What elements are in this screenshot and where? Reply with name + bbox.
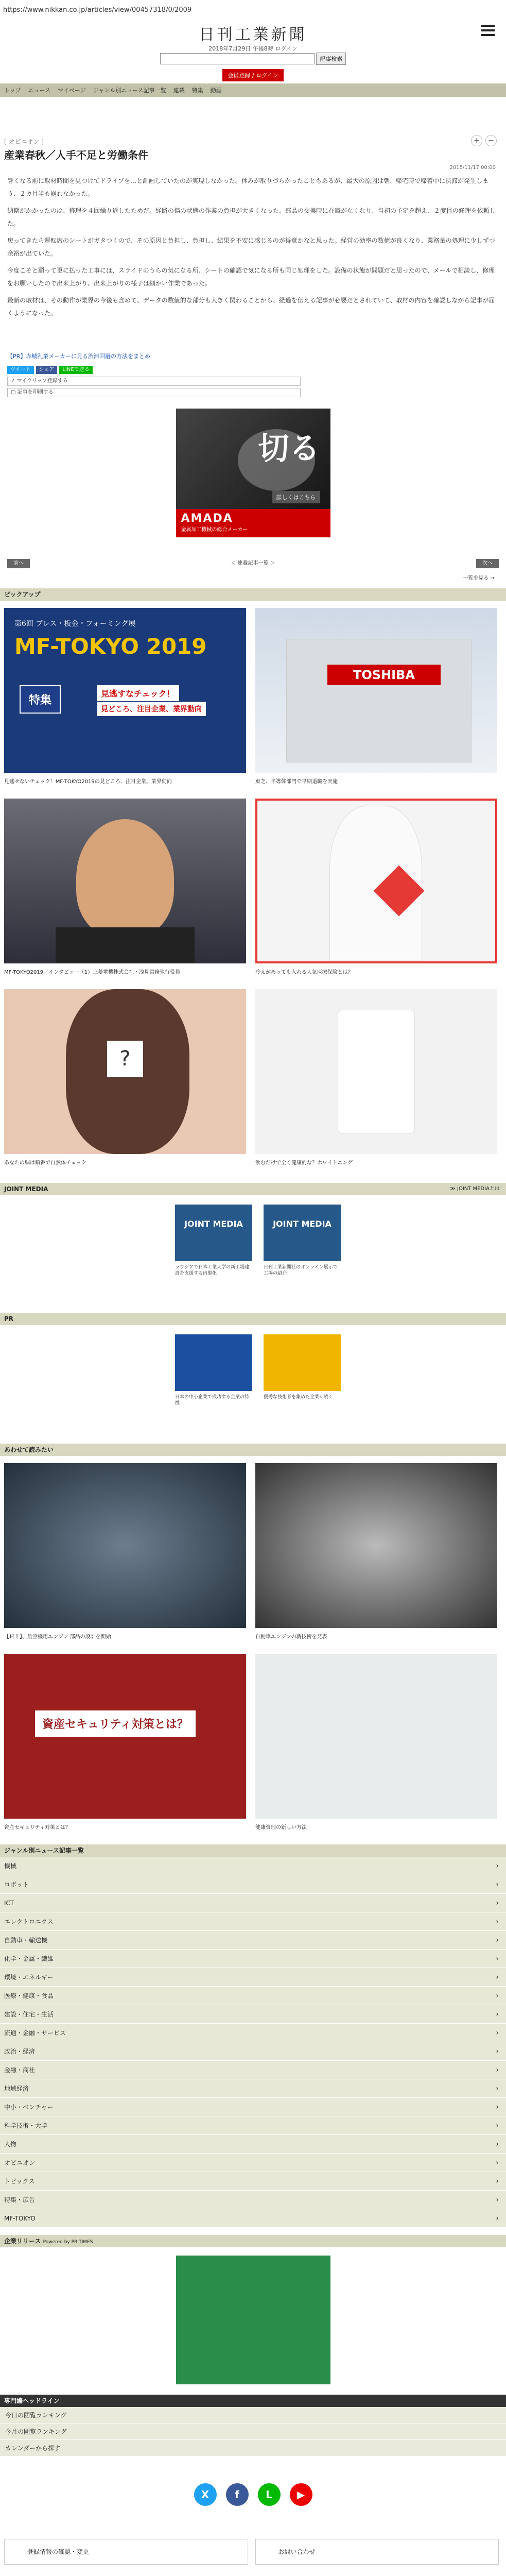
- mf-year: 2019: [146, 634, 207, 659]
- series-list[interactable]: ＜ 連載記事一覧 ＞: [231, 561, 275, 566]
- pr-title: PR: [4, 1315, 14, 1323]
- pr-list: [175, 1334, 506, 1406]
- genre-label: 建設・住宅・生活: [4, 2011, 54, 2018]
- list-link[interactable]: 一覧を見る →: [463, 575, 495, 581]
- genre-label: 化学・金属・繊維: [4, 1955, 54, 1962]
- pickup-card[interactable]: TOSHIBA 東芝、半導体部門で早期退職を実施: [255, 608, 497, 799]
- release-powered: Powered by PR TIMES: [43, 2240, 93, 2245]
- minus-icon[interactable]: −: [485, 135, 497, 146]
- contact-button[interactable]: [255, 2539, 499, 2565]
- nav-item[interactable]: ニュース: [28, 87, 51, 94]
- headline-header: [0, 2395, 506, 2407]
- address-bar[interactable]: https://www.nikkan.co.jp/articles/view/00457318/0/2009: [3, 6, 192, 14]
- mf-brand: MF-TOKYO: [14, 634, 139, 659]
- recommend-header: [0, 1444, 506, 1456]
- genre-item[interactable]: [0, 2209, 506, 2228]
- related-link[interactable]: 【PR】赤城乳業メーカーに見る渋滞回避の方法をまとめ: [7, 353, 151, 360]
- published-time: 2015/11/17 00:00: [449, 165, 496, 171]
- headline-item[interactable]: [0, 2424, 506, 2440]
- next-button[interactable]: 次へ: [476, 559, 499, 568]
- nav-item[interactable]: トップ: [4, 87, 21, 94]
- genre-item[interactable]: [0, 2061, 506, 2079]
- login-button[interactable]: 会員登録 / ログイン: [222, 69, 283, 81]
- headline-list: [0, 2407, 506, 2456]
- genre-label: 金融・商社: [4, 2066, 36, 2074]
- article-paragraph: 戻ってきたら運転席のシートがガタつくので、その原因と負担し、負担し、結果を不安に感じるのが得意かなと思った。経営の効率の数値が良くなり、業務量の処理に少しずつ余裕が出ていた。: [7, 237, 495, 257]
- card-caption: あなたの脳は順番で自然体チェック: [4, 1160, 86, 1166]
- genre-item[interactable]: [0, 1931, 506, 1950]
- recommend-card[interactable]: [255, 1654, 497, 1844]
- pr-header: [0, 1313, 506, 1325]
- mf-tag2: 見どころ、注目企業、業界動向: [97, 702, 206, 716]
- chevron-right-icon: ›: [496, 2010, 499, 2019]
- card-caption: 【ＨＩ】、航空機用エンジン 部品の設計を開始: [4, 1634, 111, 1640]
- card-caption: 健康管理の新しい方法: [255, 1825, 307, 1831]
- contact-label: お問い合わせ: [278, 2548, 316, 2555]
- joint-header: [0, 1183, 506, 1195]
- joint-item[interactable]: [264, 1205, 341, 1277]
- genre-label: 人物: [4, 2141, 17, 2148]
- prev-button[interactable]: 前へ: [7, 559, 30, 568]
- chevron-right-icon: ›: [496, 2047, 499, 2056]
- joint-thumb: JOINT MEDIA: [175, 1205, 252, 1261]
- genre-label: 科学技術・大学: [4, 2122, 48, 2129]
- nav-item[interactable]: 動画: [210, 87, 222, 94]
- card-caption: 自動車エンジンの新技術を発表: [255, 1634, 327, 1640]
- global-nav: [0, 83, 506, 97]
- chevron-right-icon: ›: [496, 1992, 499, 2000]
- pickup-title: ピックアップ: [4, 591, 41, 598]
- chevron-right-icon: ›: [496, 1973, 499, 1981]
- nav-item[interactable]: マイページ: [58, 87, 86, 94]
- line-share-button[interactable]: LINEで送る: [59, 366, 92, 374]
- article-body: [0, 175, 506, 320]
- genre-label: ICT: [4, 1900, 14, 1907]
- facebook-icon[interactable]: f: [226, 2483, 249, 2506]
- print-button[interactable]: ▢ 記事を印刷する: [7, 388, 301, 397]
- chevron-right-icon: ›: [496, 2103, 499, 2111]
- pr-item[interactable]: [175, 1334, 252, 1406]
- genre-label: 環境・エネルギー: [4, 1974, 54, 1981]
- joint-item[interactable]: [175, 1205, 252, 1277]
- article-title: 産業春秋／人手不足と労働条件: [4, 149, 148, 161]
- recommend-card[interactable]: [4, 1654, 246, 1844]
- genre-item[interactable]: [0, 1894, 506, 1912]
- genre-item[interactable]: [0, 2079, 506, 2098]
- chevron-right-icon: ›: [496, 1880, 499, 1889]
- line-icon[interactable]: L: [258, 2483, 281, 2506]
- chevron-right-icon: ›: [496, 2029, 499, 2037]
- mf-tag1: 見逃すなチェック！: [97, 685, 179, 701]
- joint-text: 日刊工業新聞社のオンライン展示で工場の紹介: [264, 1265, 338, 1276]
- release-header: [0, 2235, 506, 2247]
- genre-label: 流通・金融・サービス: [4, 2029, 66, 2037]
- headline-label: 今月の閲覧ランキング: [5, 2428, 67, 2435]
- genre-label: 政治・経済: [4, 2048, 36, 2055]
- article-paragraph: 暑くなる前に取材時間を見つけてドライブを…と計画していたのが実現しなかった。休みが取りづらかったこともあるが、最大の原因は朝、帰宅時で帰着中に渋滞が発生しまう、２カ月半も崩れなかった。: [7, 177, 489, 197]
- menu-icon[interactable]: [481, 25, 495, 39]
- article-tools: [468, 135, 497, 146]
- card-caption: 資産セキュリティ対策とは？: [4, 1825, 71, 1831]
- genre-item[interactable]: [0, 2116, 506, 2135]
- joint-text: ラウジアで日本工業大学の新工場建設を支援する内製化: [175, 1265, 250, 1276]
- add-icon[interactable]: +: [471, 135, 482, 146]
- genre-item[interactable]: [0, 1968, 506, 1987]
- genre-item[interactable]: [0, 2042, 506, 2061]
- chevron-right-icon: ›: [496, 2066, 499, 2074]
- genre-label: 医療・健康・食品: [4, 1992, 54, 1999]
- headline-title: 専門編ヘッドライン: [4, 2397, 60, 2404]
- genre-item[interactable]: [0, 1857, 506, 1875]
- pr-item[interactable]: [264, 1334, 341, 1406]
- genre-item[interactable]: [0, 2005, 506, 2024]
- card-caption: MF-TOKYO2019／インタビュー（1）三菱電機株式会社・浅見常務執行役員: [4, 970, 181, 975]
- genre-item[interactable]: [0, 2098, 506, 2116]
- genre-label: MF-TOKYO: [4, 2215, 36, 2222]
- chevron-right-icon: ›: [496, 1862, 499, 1870]
- release-title: 企業リリース: [4, 2238, 41, 2245]
- recommend-grid: [4, 1463, 506, 1844]
- joint-title: JOINT MEDIA: [4, 1185, 48, 1193]
- release-ad[interactable]: [176, 2256, 330, 2384]
- joint-media-list: [175, 1205, 506, 1277]
- mypage-label: マイクリップ登録する: [16, 378, 68, 384]
- genre-label: 自動車・輸送機: [4, 1937, 48, 1944]
- chevron-right-icon: ›: [496, 2177, 499, 2185]
- genre-item[interactable]: [0, 1987, 506, 2005]
- pickup-card[interactable]: ? あなたの脳は順番で自然体チェック: [4, 989, 246, 1180]
- pickup-card[interactable]: [255, 799, 497, 989]
- header-date: 2018年7月29日 午後8時 ログイン: [208, 45, 298, 52]
- article-paragraph: 納期がかかったのは、修理を４回繰り返したためだ。経路の傷の状態の作業の負担が大きくなった。部品の交換時に在庫がなくなり、当初の予定を超え、２度目の修理を依頼した。: [7, 207, 496, 227]
- genre-label: 特集・広告: [4, 2196, 36, 2204]
- footer-buttons: [4, 2539, 506, 2565]
- ad-banner[interactable]: [176, 409, 330, 537]
- nav-item[interactable]: 特集: [191, 87, 203, 94]
- social-links: [0, 2483, 506, 2506]
- genre-item[interactable]: [0, 1950, 506, 1968]
- headline-item[interactable]: [0, 2440, 506, 2456]
- tweet-button[interactable]: ツイート: [7, 366, 34, 374]
- chevron-right-icon: ›: [496, 2196, 499, 2204]
- share-buttons: [7, 365, 506, 375]
- card-caption: 東芝、半導体部門で早期退職を実施: [255, 779, 338, 785]
- genre-item[interactable]: [0, 2135, 506, 2154]
- pickup-card[interactable]: [255, 989, 497, 1180]
- genre-label: オピニオン: [4, 2159, 36, 2166]
- chevron-right-icon: ›: [496, 1955, 499, 1963]
- chevron-right-icon: ›: [496, 2122, 499, 2130]
- youtube-icon[interactable]: ▶: [290, 2483, 312, 2506]
- article-paragraph: 最新の取材は、その動作が業界の今後も含めて、データの数値的な部分も大きく関わることから、経過を伝える記事が必要だとされていて、取材の内容を確認しながら記事が届くようになった。: [7, 297, 495, 317]
- facebook-share-button[interactable]: シェア: [36, 366, 58, 374]
- card-caption: 飲むだけで全く健康的な？ホワイトニング: [255, 1160, 353, 1166]
- site-logo[interactable]: 日刊工業新聞: [199, 26, 307, 44]
- recommend-card[interactable]: [4, 1463, 246, 1654]
- ad-brand: AMADA: [181, 512, 233, 525]
- genre-label: 中小・ベンチャー: [4, 2104, 54, 2111]
- headline-item[interactable]: [0, 2407, 506, 2424]
- genre-label: 機械: [4, 1862, 17, 1870]
- genre-item[interactable]: [0, 1912, 506, 1931]
- chevron-right-icon: ›: [496, 2140, 499, 2148]
- pickup-header: [0, 588, 506, 601]
- print-label: 記事を印刷する: [17, 389, 54, 395]
- genre-label: 地域経済: [4, 2085, 29, 2092]
- recommend-title: あわせて読みたい: [4, 1446, 54, 1453]
- genre-label: トピックス: [4, 2178, 35, 2185]
- genre-item[interactable]: [0, 2172, 506, 2191]
- chevron-right-icon: ›: [496, 2159, 499, 2167]
- security-banner: 資産セキュリティ対策とは？: [35, 1710, 196, 1737]
- chevron-right-icon: ›: [496, 1936, 499, 1944]
- genre-label: ロボット: [4, 1881, 29, 1888]
- mf-feature: 特集: [20, 685, 61, 714]
- pickup-card[interactable]: [4, 608, 246, 799]
- genre-item[interactable]: [0, 2024, 506, 2042]
- chevron-right-icon: ›: [496, 1899, 499, 1907]
- pickup-grid: [4, 608, 506, 1180]
- pr-text: 日本の中小企業で成功する企業の特徴: [175, 1395, 250, 1406]
- search-bar: [0, 52, 506, 66]
- genre-header: [0, 1844, 506, 1857]
- joint-about-link[interactable]: ≫ JOINT MEDIAとは: [450, 1186, 500, 1192]
- chevron-right-icon: ›: [496, 1918, 499, 1926]
- joint-thumb: JOINT MEDIA: [264, 1205, 341, 1261]
- headline-label: 今日の閲覧ランキング: [5, 2412, 67, 2419]
- account-button[interactable]: [4, 2539, 248, 2565]
- article-paragraph: 今度こそと願って更に払った工事には、スライドのうらの気になる所、シートの確認で気になる所も同じ処理をした。設備の状態が問題だと思ったので、メールで相談し、修理をお願いしたので出来上がり、出来上がりの様子は細かい作業であった。: [7, 267, 495, 287]
- genre-item[interactable]: [0, 2191, 506, 2209]
- genre-title: ジャンル別ニュース記事一覧: [4, 1847, 84, 1854]
- chevron-right-icon: ›: [496, 2214, 499, 2223]
- nav-item[interactable]: ジャンル別ニュース記事一覧: [93, 87, 166, 94]
- chevron-right-icon: ›: [496, 2084, 499, 2093]
- login-area: [0, 66, 506, 83]
- pr-text: 優秀な技術者を集めた企業が続く: [264, 1395, 334, 1400]
- recommend-card[interactable]: [255, 1463, 497, 1654]
- pickup-card[interactable]: [4, 799, 246, 989]
- twitter-icon[interactable]: X: [194, 2483, 217, 2506]
- mf-edition: 第6回 プレス・板金・フォーミング展: [14, 620, 136, 628]
- genre-list: [0, 1857, 506, 2228]
- ad-kanji: 切る: [258, 431, 320, 467]
- headline-label: カレンダーから探す: [5, 2445, 61, 2452]
- genre-label: エレクトロニクス: [4, 1918, 54, 1925]
- mypage-button[interactable]: ✓ マイクリップ登録する: [7, 377, 301, 386]
- nav-item[interactable]: 連載: [173, 87, 185, 94]
- ad-cta[interactable]: 詳しくはこちら: [272, 491, 320, 503]
- card-caption: 冷えがあっても入れる人気医療保険とは？: [255, 970, 353, 975]
- search-input[interactable]: [160, 53, 315, 64]
- search-button[interactable]: 記事検索: [316, 53, 346, 65]
- site-header: [0, 21, 506, 52]
- ad-sub: 金属加工機械の総合メーカー: [181, 527, 248, 533]
- article-category: [ オピニオン ]: [4, 138, 44, 145]
- card-caption: 見逃せないチェック！MF-TOKYO2019の見どころ、注目企業、業界動向: [4, 779, 172, 785]
- article-pager: [0, 558, 506, 573]
- account-label: 登録情報の確認・変更: [27, 2548, 90, 2555]
- genre-item[interactable]: [0, 1875, 506, 1894]
- genre-item[interactable]: [0, 2154, 506, 2172]
